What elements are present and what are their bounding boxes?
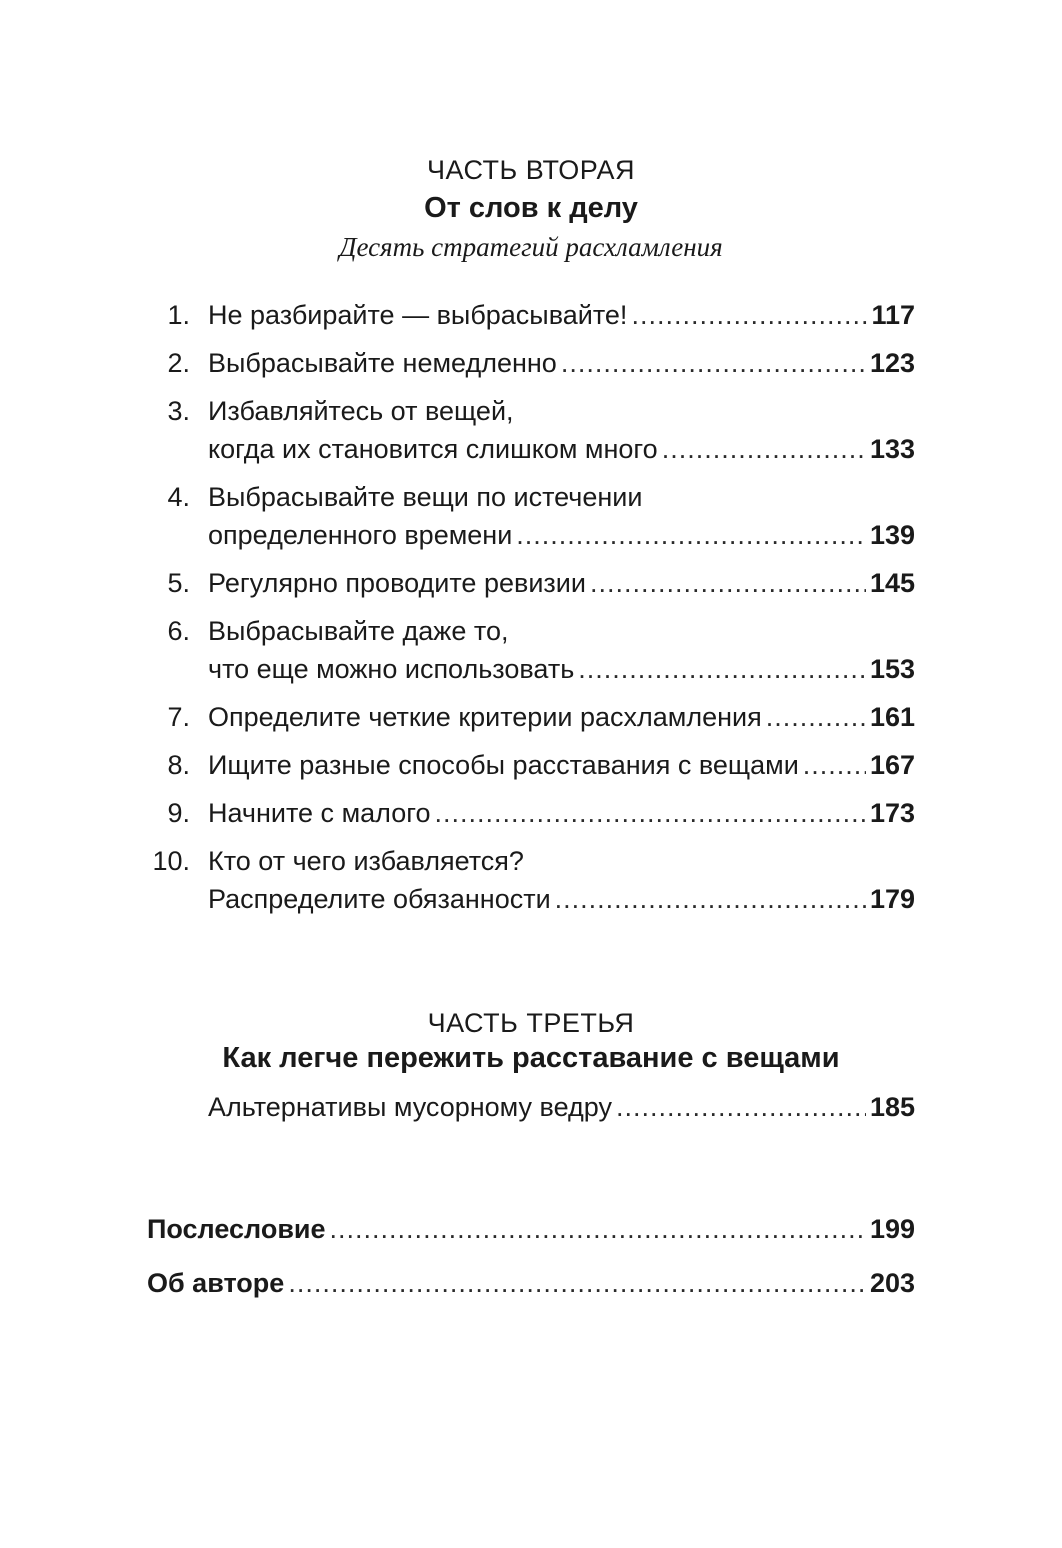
part-two-subtitle: Десять стратегий расхламления bbox=[339, 232, 723, 262]
toc-entry-4-cont[interactable] bbox=[208, 520, 915, 554]
toc-entry-number: 9. bbox=[167, 798, 190, 828]
toc-entry-page: 153 bbox=[869, 654, 915, 684]
part-two-label: ЧАСТЬ ВТОРАЯ bbox=[427, 155, 635, 185]
toc-entry-10-cont[interactable] bbox=[208, 884, 915, 918]
leader-dots bbox=[662, 434, 866, 465]
toc-entry-1[interactable] bbox=[150, 300, 915, 334]
toc-entry-title: Ищите разные способы расставания с вещами bbox=[208, 750, 799, 780]
toc-entry-title: Альтернативы мусорному ведру bbox=[208, 1092, 612, 1122]
toc-entry-page: 185 bbox=[869, 1092, 915, 1122]
toc-entry-number: 6. bbox=[167, 616, 190, 646]
toc-entry-number: 4. bbox=[167, 482, 190, 512]
leader-dots bbox=[561, 348, 866, 379]
toc-entry-3[interactable] bbox=[150, 396, 915, 430]
toc-entry-5[interactable] bbox=[150, 568, 915, 602]
toc-entry-number: 10. bbox=[152, 846, 190, 876]
leader-dots bbox=[516, 520, 866, 551]
toc-entry-title: Кто от чего избавляется? bbox=[208, 846, 524, 876]
toc-entry-6-cont[interactable] bbox=[208, 654, 915, 688]
leader-dots bbox=[555, 884, 866, 915]
toc-entry-page: 179 bbox=[869, 884, 915, 914]
leader-dots bbox=[578, 654, 866, 685]
leader-dots bbox=[766, 702, 866, 733]
leader-dots bbox=[631, 300, 867, 331]
leader-dots bbox=[616, 1092, 866, 1123]
toc-entry-3-cont[interactable] bbox=[208, 434, 915, 468]
toc-entry-about-author[interactable] bbox=[147, 1268, 915, 1302]
toc-entry-title: Выбрасывайте немедленно bbox=[208, 348, 557, 378]
toc-entry-page: 203 bbox=[869, 1268, 915, 1298]
toc-entry-title: Не разбирайте — выбрасывайте! bbox=[208, 300, 628, 330]
part-two-title: От слов к делу bbox=[424, 192, 638, 224]
toc-entry-10[interactable] bbox=[150, 846, 915, 880]
toc-entry-title: Послесловие bbox=[147, 1214, 326, 1244]
toc-entry-7[interactable] bbox=[150, 702, 915, 736]
toc-entry-title-cont: Распределите обязанности bbox=[208, 884, 551, 914]
leader-dots bbox=[590, 568, 866, 599]
leader-dots bbox=[435, 798, 866, 829]
toc-entry-title: Избавляйтесь от вещей, bbox=[208, 396, 514, 426]
leader-dots bbox=[288, 1268, 866, 1299]
toc-entry-page: 173 bbox=[869, 798, 915, 828]
toc-entry-9[interactable] bbox=[150, 798, 915, 832]
toc-entry-alternatives[interactable] bbox=[208, 1092, 915, 1126]
part-three-title: Как легче пережить расставание с вещами bbox=[222, 1042, 840, 1074]
toc-entry-number: 8. bbox=[167, 750, 190, 780]
toc-entry-afterword[interactable] bbox=[147, 1214, 915, 1248]
toc-entry-number: 1. bbox=[167, 300, 190, 330]
toc-entry-title-cont: определенного времени bbox=[208, 520, 513, 550]
leader-dots bbox=[330, 1214, 866, 1245]
toc-entry-title: Выбрасывайте даже то, bbox=[208, 616, 509, 646]
toc-entry-title: Регулярно проводите ревизии bbox=[208, 568, 586, 598]
toc-entry-title-cont: когда их становится слишком много bbox=[208, 434, 658, 464]
toc-entry-2[interactable] bbox=[150, 348, 915, 382]
part-three-label: ЧАСТЬ ТРЕТЬЯ bbox=[427, 1008, 635, 1038]
toc-entry-title-cont: что еще можно использовать bbox=[208, 654, 575, 684]
toc-entry-number: 5. bbox=[167, 568, 190, 598]
toc-entry-page: 161 bbox=[869, 702, 915, 732]
toc-entry-6[interactable] bbox=[150, 616, 915, 650]
toc-entry-page: 139 bbox=[869, 520, 915, 550]
toc-entry-page: 199 bbox=[869, 1214, 915, 1244]
leader-dots bbox=[803, 750, 866, 781]
toc-entry-title: Об авторе bbox=[147, 1268, 285, 1298]
toc-entry-number: 3. bbox=[167, 396, 190, 426]
toc-entry-title: Начните с малого bbox=[208, 798, 431, 828]
toc-entry-number: 7. bbox=[167, 702, 190, 732]
toc-entry-number: 2. bbox=[167, 348, 190, 378]
toc-entry-page: 133 bbox=[869, 434, 915, 464]
toc-entry-page: 145 bbox=[869, 568, 915, 598]
toc-entry-page: 117 bbox=[871, 300, 915, 330]
toc-entry-page: 123 bbox=[869, 348, 915, 378]
toc-entry-title: Выбрасывайте вещи по истечении bbox=[208, 482, 643, 512]
toc-entry-title: Определите четкие критерии расхламления bbox=[208, 702, 762, 732]
toc-entry-8[interactable] bbox=[150, 750, 915, 784]
toc-entry-page: 167 bbox=[869, 750, 915, 780]
toc-entry-4[interactable] bbox=[150, 482, 915, 516]
